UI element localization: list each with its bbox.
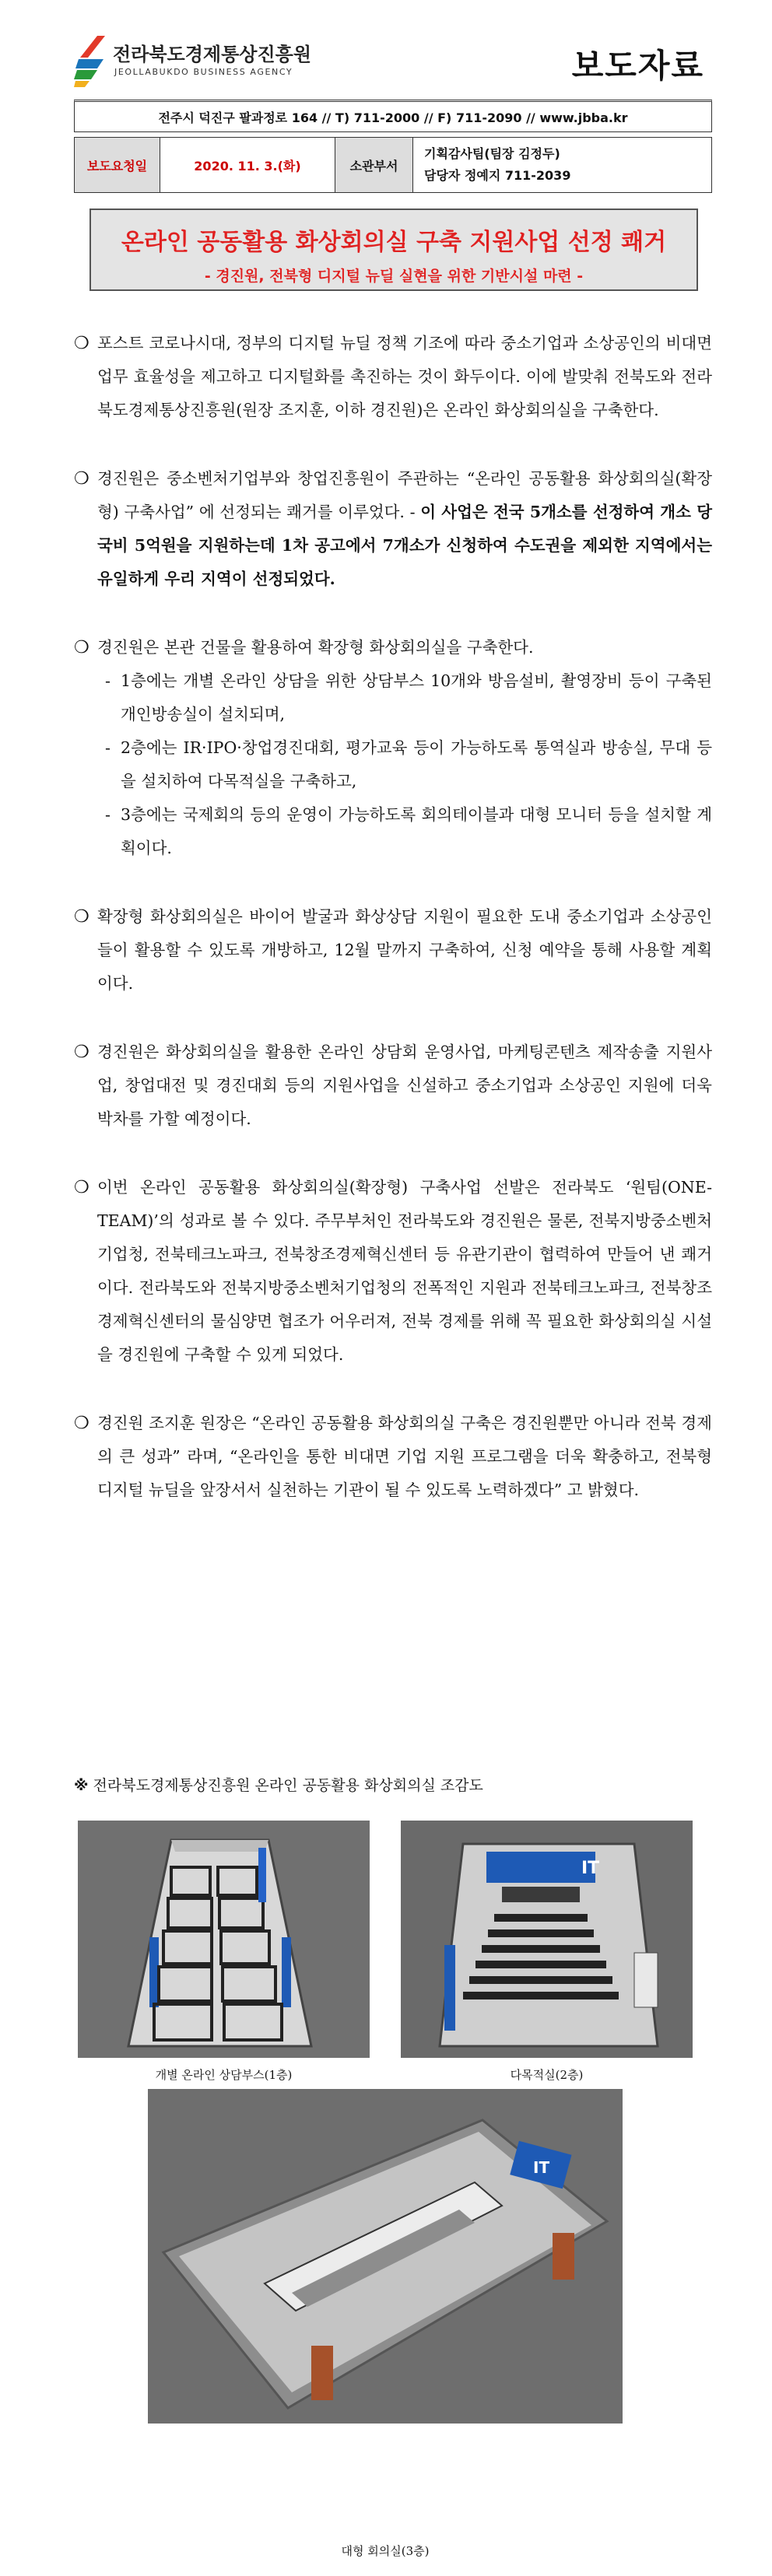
headline-title: 온라인 공동활용 화상회의실 구축 지원사업 선정 쾌거 [121,229,667,256]
conference-room-rendering [148,2089,623,2424]
request-date-label: 보도요청일 [75,138,160,192]
sub-item [97,731,712,798]
bullet-icon: ❍ [74,1043,89,1062]
request-date-value: 2020. 11. 3.(화) [160,138,335,192]
screen-label: IT [533,2158,550,2177]
paragraph [74,1407,712,1507]
multipurpose-hall-illustration [401,1821,693,2058]
figure-heading [74,1774,483,1795]
department-label: 소관부서 [335,138,413,192]
paragraph-text: 경진원은 중소벤처기업부와 창업진흥원이 주관하는 “온라인 공동활용 화상회의실(확장형) 구축사업” 에 선정되는 쾌거를 이루었다. - [97,469,712,521]
sub-item-text: 2층에는 IR·IPO·창업경진대회, 평가교육 등이 가능하도록 통역실과 방송실, 무대 등을 설치하여 다목적실을 구축하고, [121,738,712,790]
booth-floor-illustration [78,1821,370,2058]
paragraph [74,327,712,427]
contact-line: 전주시 덕진구 팔과정로 164 // T) 711-2000 // F) 711-2090 // www.jbba.kr [74,100,712,132]
dash-marker: - [105,805,111,824]
organization-logo [74,31,331,93]
figure-caption-2: 다목적실(2층) [510,2068,584,2082]
paragraph [74,900,712,1001]
department-team: 기획감사팀(팀장 김정두) [424,146,560,161]
paragraph [74,1171,712,1372]
paragraph-text: 경진원은 화상회의실을 활용한 온라인 상담회 운영사업, 마케팅콘텐츠 제작송출 지원사업, 창업대전 및 경진대회 등의 지원사업을 신설하고 중소기업과 소상공인 지원에 더욱 박차를 가할 예정이다. [97,1043,712,1128]
paragraph [74,631,712,865]
bullet-icon: ❍ [74,638,89,657]
dash-marker: - [105,738,111,757]
headline-subtitle: - 경진원, 전북형 디지털 뉴딜 실현을 위한 기반시설 마련 - [204,268,584,285]
logo-mark-icon [74,34,107,89]
bullet-icon: ❍ [74,907,89,927]
sub-item [97,664,712,731]
figure-caption-1: 개별 온라인 상담부스(1층) [155,2068,293,2082]
figure-caption-3: 대형 회의실(3층) [341,2544,430,2558]
sub-item-text: 1층에는 개별 온라인 상담을 위한 상담부스 10개와 방음설비, 촬영장비 등이 구축된 개인방송실이 설치되며, [121,671,712,724]
paragraph-text: 경진원 조지훈 원장은 “온라인 공동활용 화상회의실 구축은 경진원뿐만 아니라 전북 경제의 큰 성과” 라며, “온라인을 통한 비대면 기업 지원 프로그램을 더욱 확충하고, 전북형 디지털 뉴딜을 앞장서서 실천하는 기관이 될 수 있도록 노력하겠다” 고 밝혔다. [97,1414,712,1499]
sub-item-text: 3층에는 국제회의 등의 운영이 가능하도록 회의테이블과 대형 모니터 등을 설치할 계획이다. [121,805,712,857]
sub-item [97,798,712,865]
department-info [413,138,711,192]
multipurpose-hall-rendering [401,1821,693,2058]
paragraph-text: 경진원은 본관 건물을 활용하여 확장형 화상회의실을 구축한다. [97,638,534,657]
paragraph-text: 포스트 코로나시대, 정부의 디지털 뉴딜 정책 기조에 따라 중소기업과 소상공인의 비대면 업무 효율성을 제고하고 디지털화를 촉진하는 것이 화두이다. 이에 발맞춰 전북도와 전라북도경제통상진흥원(원장 조지훈, 이하 경진원)은 온라인 화상회의실을 구축한다. [97,334,712,419]
conference-room-illustration [148,2089,623,2424]
paragraph-emphasis: 이 사업은 전국 5개소를 선정하여 개소 당 국비 5억원을 지원하는데 1차 공고에서 7개소가 신청하여 수도권을 제외한 지역에서는 유일하게 우리 지역이 선정되었다. [97,503,713,588]
screen-label: IT [581,1859,600,1878]
reference-mark: ※ [74,1777,89,1794]
bullet-icon: ❍ [74,1414,89,1433]
figure-title: 전라북도경제통상진흥원 온라인 공동활용 화상회의실 조감도 [93,1777,483,1794]
bullet-icon: ❍ [74,1178,89,1197]
release-meta-table [74,137,712,193]
department-contact: 담당자 정예지 711-2039 [424,168,571,183]
organization-name-english: JEOLLABUKDO BUSINESS AGENCY [114,67,293,77]
bullet-icon: ❍ [74,469,89,489]
booth-floor-rendering [78,1821,370,2058]
paragraph [74,462,712,596]
organization-name-korean: 전라북도경제통상진흥원 [113,44,312,65]
bullet-icon: ❍ [74,334,89,353]
dash-marker: - [105,671,111,690]
paragraph-text: 이번 온라인 공동활용 화상회의실(확장형) 구축사업 선발은 전라북도 ‘원팀(ONE-TEAM)’의 성과로 볼 수 있다. 주무부처인 전라북도와 경진원은 물론, 전북지방중소벤처기업청, 전북테크노파크, 전북창조경제혁신센터 등 유관기관이 협력하여 만들어 낸 쾌거이다. 전라북도와 전북지방중소벤처기업청의 전폭적인 지원과 전북테크노파크, 전북창조경제혁신센터의 물심양면 협조가 어우러져, 전북 경제를 위해 꼭 필요한 화상회의실 시설을 경진원에 구축할 수 있게 되었다. [97,1178,712,1364]
paragraph-text: 확장형 화상회의실은 바이어 발굴과 화상상담 지원이 필요한 도내 중소기업과 소상공인들이 활용할 수 있도록 개방하고, 12월 말까지 구축하여, 신청 예약을 통해 사용할 계획이다. [97,907,712,993]
headline-box [89,209,698,291]
document-header [74,31,712,93]
document-type-title: 보도자료 [571,47,704,85]
paragraph [74,1036,712,1136]
article-body [74,327,712,1542]
